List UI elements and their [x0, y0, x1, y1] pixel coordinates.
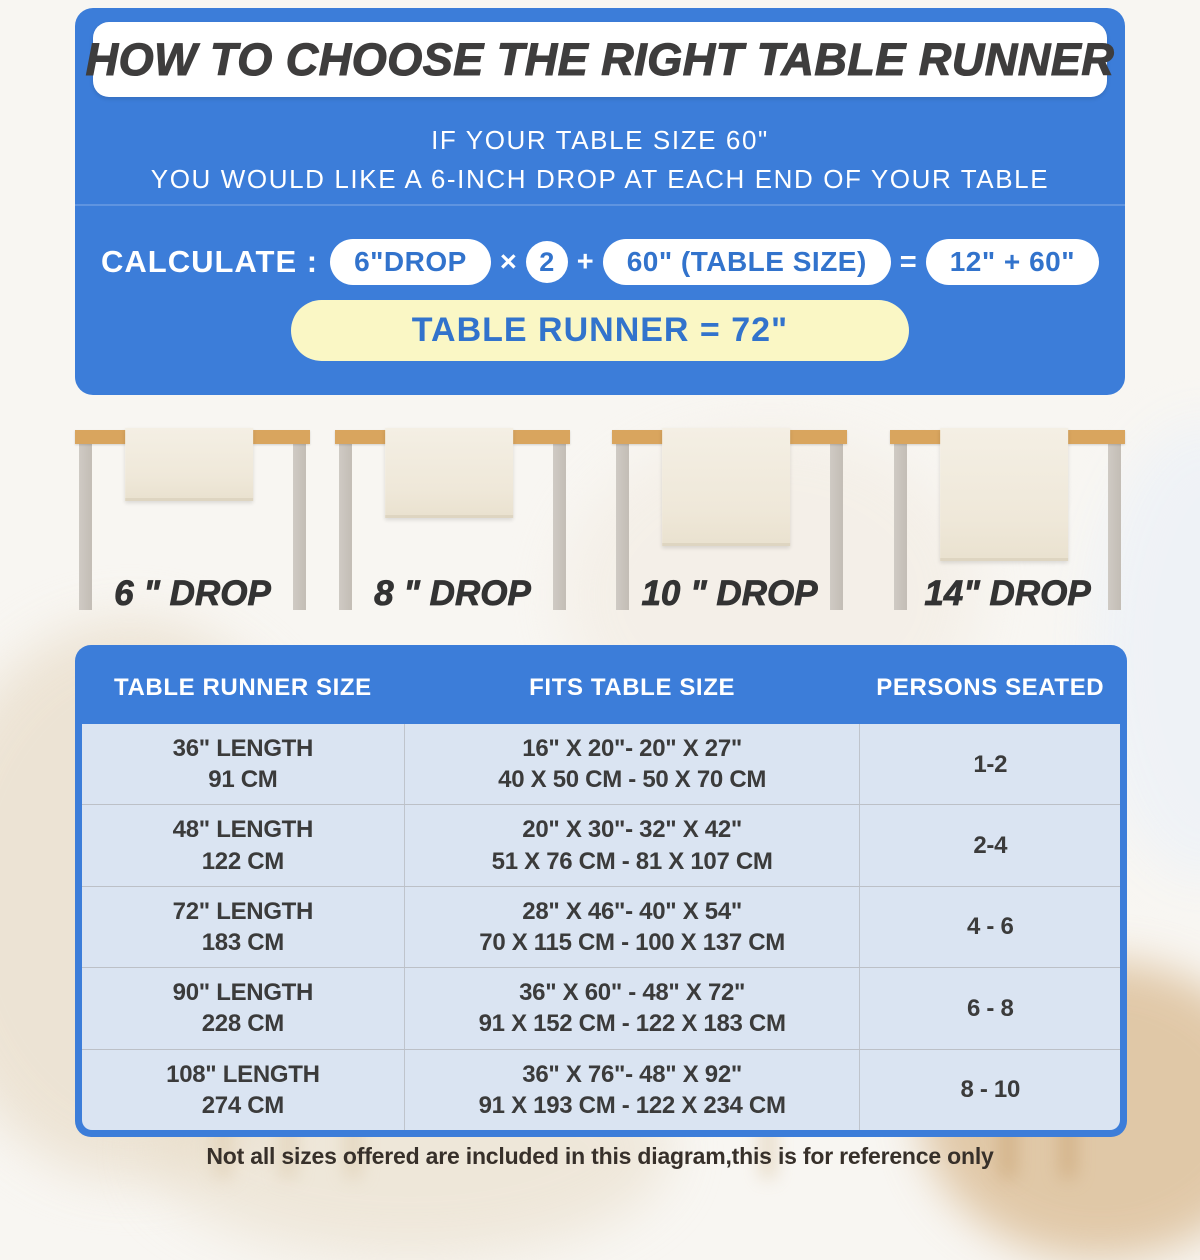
persons-seated-value: 8 - 10	[960, 1076, 1021, 1104]
fits-size-inches: 20" X 30"- 32" X 42"	[522, 816, 742, 844]
table-runner-illustration	[125, 428, 253, 501]
multiplier-badge: 2	[526, 241, 568, 283]
runner-length-cm: 274 CM	[201, 1091, 284, 1119]
table-row	[82, 724, 1120, 804]
column-header-fits-table-size: FITS TABLE SIZE	[529, 674, 736, 701]
fits-size-cm: 70 X 115 CM - 100 X 137 CM	[479, 929, 785, 957]
calculation-row	[75, 232, 1125, 292]
table-size-pill: 60" (TABLE SIZE)	[603, 239, 891, 285]
fits-size-cm: 40 X 50 CM - 50 X 70 CM	[498, 766, 767, 794]
fits-size-cell	[404, 1050, 861, 1130]
subtitle-line-2: YOU WOULD LIKE A 6-INCH DROP AT EACH END OF YOUR TABLE	[150, 164, 1050, 194]
size-chart-header	[82, 652, 1120, 724]
persons-seated-value: 1-2	[973, 750, 1008, 778]
runner-length-inches: 36" LENGTH	[172, 735, 314, 763]
persons-seated-cell	[860, 1050, 1120, 1130]
persons-seated-cell	[860, 805, 1120, 885]
multiply-operator: ×	[499, 245, 517, 278]
plus-operator: +	[576, 245, 594, 278]
table-runner-illustration	[385, 428, 513, 518]
runner-length-cm: 183 CM	[201, 929, 284, 957]
drop-label: 10 " DROP	[641, 574, 818, 613]
fits-size-cell	[404, 968, 861, 1048]
equals-operator: =	[899, 245, 917, 278]
fits-size-cm: 91 X 152 CM - 122 X 183 CM	[478, 1010, 786, 1038]
runner-length-cm: 91 CM	[208, 766, 278, 794]
runner-length-inches: 72" LENGTH	[172, 897, 314, 925]
runner-size-cell	[82, 1050, 404, 1130]
table-row	[82, 1049, 1120, 1130]
persons-seated-cell	[860, 724, 1120, 804]
drop-diagram-8in	[335, 428, 570, 614]
column-header-persons-seated: PERSONS SEATED	[876, 674, 1105, 701]
table-row	[82, 886, 1120, 967]
persons-seated-cell	[860, 968, 1120, 1048]
header-divider	[75, 204, 1125, 206]
size-chart-body	[82, 724, 1120, 1130]
drop-diagram-10in	[612, 428, 847, 614]
drop-label: 6 " DROP	[114, 574, 271, 613]
persons-seated-cell	[860, 887, 1120, 967]
footer-note: Not all sizes offered are included in this diagram,this is for reference only	[206, 1143, 994, 1169]
runner-size-cell	[82, 968, 404, 1048]
runner-length-cm: 228 CM	[201, 1010, 284, 1038]
drop-value-pill: 6"DROP	[330, 239, 491, 285]
column-header-runner-size: TABLE RUNNER SIZE	[114, 674, 372, 701]
table-row	[82, 804, 1120, 885]
fits-size-inches: 36" X 60" - 48" X 72"	[519, 979, 746, 1007]
runner-length-inches: 108" LENGTH	[166, 1060, 320, 1088]
header-panel	[75, 8, 1125, 395]
size-chart	[75, 645, 1127, 1137]
runner-size-cell	[82, 724, 404, 804]
runner-size-cell	[82, 887, 404, 967]
runner-length-inches: 48" LENGTH	[172, 816, 314, 844]
fits-size-cm: 91 X 193 CM - 122 X 234 CM	[478, 1091, 786, 1119]
table-runner-illustration	[662, 428, 790, 546]
calculate-label: CALCULATE :	[101, 244, 319, 279]
persons-seated-value: 6 - 8	[966, 994, 1014, 1022]
drop-diagram-14in	[890, 428, 1125, 614]
runner-length-cm: 122 CM	[201, 847, 284, 875]
page-title: HOW TO CHOOSE THE RIGHT TABLE RUNNER	[85, 33, 1115, 85]
fits-size-cell	[404, 887, 861, 967]
fits-size-cm: 51 X 76 CM - 81 X 107 CM	[491, 847, 773, 875]
drop-diagram-6in	[75, 428, 310, 614]
table-row	[82, 967, 1120, 1048]
subtitle-line-1: IF YOUR TABLE SIZE 60"	[431, 125, 769, 155]
persons-seated-value: 4 - 6	[966, 913, 1014, 941]
fits-size-inches: 36" X 76"- 48" X 92"	[522, 1060, 742, 1088]
sum-pill: 12" + 60"	[926, 239, 1099, 285]
result-pill: TABLE RUNNER = 72"	[291, 300, 909, 361]
persons-seated-value: 2-4	[973, 832, 1008, 860]
fits-size-inches: 16" X 20"- 20" X 27"	[522, 735, 742, 763]
drop-label: 8 " DROP	[374, 574, 531, 613]
fits-size-inches: 28" X 46"- 40" X 54"	[522, 897, 742, 925]
fits-size-cell	[404, 805, 861, 885]
runner-size-cell	[82, 805, 404, 885]
drop-label: 14" DROP	[924, 574, 1091, 613]
runner-length-inches: 90" LENGTH	[172, 979, 314, 1007]
title-banner	[85, 22, 1115, 97]
fits-size-cell	[404, 724, 861, 804]
table-runner-illustration	[940, 428, 1068, 561]
